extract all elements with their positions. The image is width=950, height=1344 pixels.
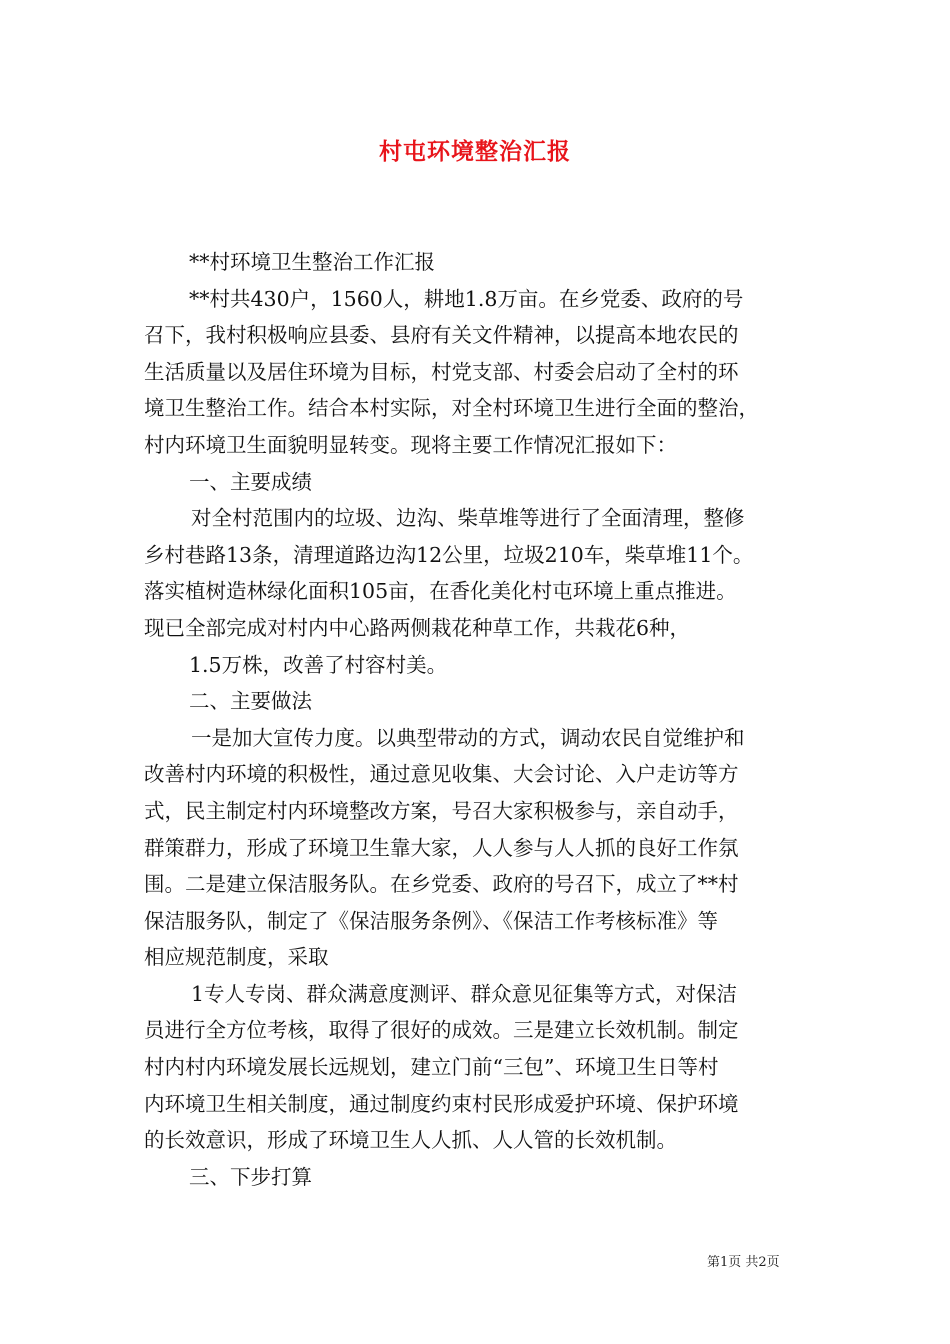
body-line: 式，民主制定村内环境整改方案，号召大家积极参与，亲自动手，: [144, 798, 739, 823]
page-number: 第1页 共2页: [707, 1255, 780, 1270]
body-line: 内环境卫生相关制度，通过制度约束村民形成爱护环境、保护环境: [144, 1091, 739, 1116]
body-line: 生活质量以及居住环境为目标，村党支部、村委会启动了全村的环: [144, 359, 739, 384]
body-line: 村内村内环境发展长远规划，建立门前“三包”、环境卫生日等村: [144, 1055, 719, 1080]
body-line: 乡村巷路13条，清理道路边沟12公里，垃圾210车，柴草堆11个。: [144, 542, 754, 567]
body-line: 1.5万株，改善了村容村美。: [189, 652, 448, 677]
body-line: 围。二是建立保洁服务队。在乡党委、政府的号召下，成立了**村: [144, 872, 739, 897]
section-heading: 二、主要做法: [189, 689, 312, 714]
body-line: 群策群力，形成了环境卫生靠大家，人人参与人人抓的良好工作氛: [144, 835, 739, 860]
body-line: 境卫生整治工作。结合本村实际，对全村环境卫生进行全面的整治，: [144, 396, 759, 421]
body-line: 现已全部完成对村内中心路两侧栽花种草工作，共栽花6种，: [144, 615, 691, 640]
document-body: [144, 244, 809, 1195]
body-line: 落实植树造林绿化面积105亩，在香化美化村屯环境上重点推进。: [144, 579, 737, 604]
body-line: 一是加大宣传力度。以典型带动的方式，调动农民自觉维护和: [191, 725, 745, 750]
body-line: 保洁服务队，制定了《保洁服务条例》、《保洁工作考核标准》等: [144, 908, 718, 933]
body-line: 1专人专岗、群众满意度测评、群众意见征集等方式，对保洁: [191, 981, 738, 1006]
section-heading: 三、下步打算: [189, 1164, 312, 1189]
body-line: **村环境卫生整治工作汇报: [189, 250, 435, 274]
body-line: 村内环境卫生面貌明显转变。现将主要工作情况汇报如下：: [144, 432, 677, 457]
section-heading: 一、主要成绩: [189, 469, 312, 494]
body-line: 相应规范制度，采取: [144, 945, 329, 970]
body-line: 改善村内环境的积极性，通过意见收集、大会讨论、入户走访等方: [144, 762, 739, 787]
body-line: **村共430户，1560人，耕地1.8万亩。在乡党委、政府的号: [189, 286, 744, 311]
body-line: 对全村范围内的垃圾、边沟、柴草堆等进行了全面清理，整修: [191, 506, 745, 531]
body-line: 员进行全方位考核，取得了很好的成效。三是建立长效机制。制定: [144, 1018, 739, 1043]
body-line: 的长效意识，形成了环境卫生人人抓、人人管的长效机制。: [144, 1128, 677, 1153]
body-line: 召下，我村积极响应县委、县府有关文件精神，以提高本地农民的: [144, 323, 739, 348]
document-title: 村屯环境整治汇报: [379, 138, 571, 165]
